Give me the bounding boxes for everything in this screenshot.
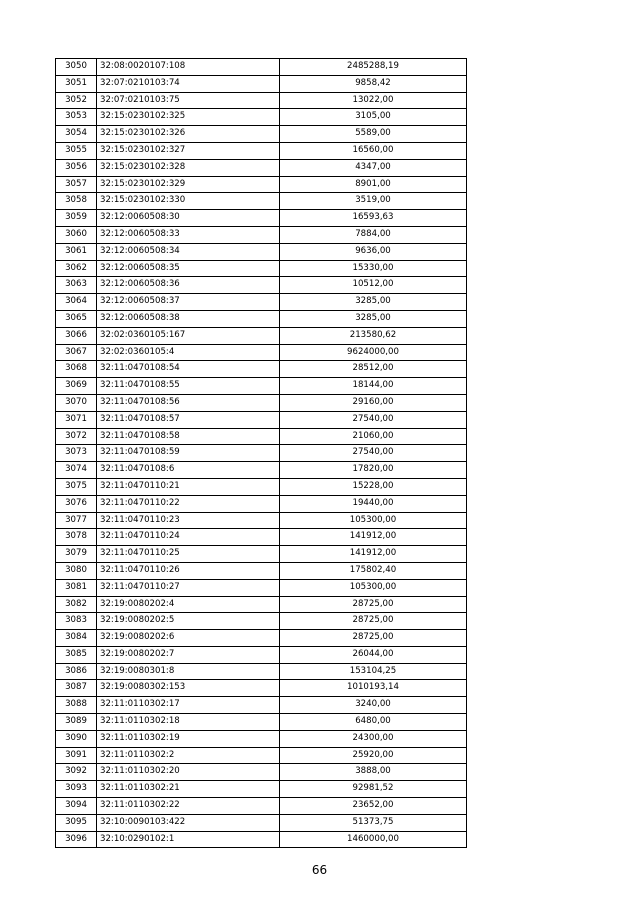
table-row (56, 478, 467, 495)
table-row (56, 630, 467, 647)
row-number-cell: 3057 (56, 176, 97, 193)
table-row (56, 176, 467, 193)
table-row (56, 529, 467, 546)
table-row (56, 109, 467, 126)
table-row (56, 747, 467, 764)
value-cell: 51373,75 (280, 814, 467, 831)
table-row (56, 613, 467, 630)
cadastral-number-cell: 32:15:0230102:325 (97, 109, 280, 126)
table-row (56, 781, 467, 798)
value-cell: 10512,00 (280, 277, 467, 294)
value-cell: 105300,00 (280, 579, 467, 596)
row-number-cell: 3096 (56, 831, 97, 848)
cadastral-number-cell: 32:11:0470108:58 (97, 428, 280, 445)
table-row (56, 697, 467, 714)
table-row (56, 92, 467, 109)
row-number-cell: 3082 (56, 596, 97, 613)
table-row (56, 344, 467, 361)
cadastral-number-cell: 32:07:0210103:75 (97, 92, 280, 109)
row-number-cell: 3068 (56, 361, 97, 378)
value-cell: 1460000,00 (280, 831, 467, 848)
cadastral-number-cell: 32:11:0470110:23 (97, 512, 280, 529)
table-row (56, 226, 467, 243)
table-row (56, 814, 467, 831)
cadastral-number-cell: 32:19:0080302:153 (97, 680, 280, 697)
cadastral-number-cell: 32:19:0080202:5 (97, 613, 280, 630)
cadastral-number-cell: 32:10:0290102:1 (97, 831, 280, 848)
cadastral-number-cell: 32:11:0470110:25 (97, 546, 280, 563)
value-cell: 16593,63 (280, 210, 467, 227)
row-number-cell: 3059 (56, 210, 97, 227)
table-row (56, 210, 467, 227)
value-cell: 3285,00 (280, 310, 467, 327)
cadastral-number-cell: 32:12:0060508:35 (97, 260, 280, 277)
row-number-cell: 3062 (56, 260, 97, 277)
cadastral-number-cell: 32:11:0470108:6 (97, 462, 280, 479)
table-row (56, 294, 467, 311)
table-row (56, 428, 467, 445)
row-number-cell: 3084 (56, 630, 97, 647)
value-cell: 3105,00 (280, 109, 467, 126)
cadastral-number-cell: 32:11:0110302:20 (97, 764, 280, 781)
row-number-cell: 3088 (56, 697, 97, 714)
value-cell: 3285,00 (280, 294, 467, 311)
table-row (56, 394, 467, 411)
value-cell: 3519,00 (280, 193, 467, 210)
row-number-cell: 3075 (56, 478, 97, 495)
value-cell: 19440,00 (280, 495, 467, 512)
row-number-cell: 3092 (56, 764, 97, 781)
cadastral-number-cell: 32:19:0080301:8 (97, 663, 280, 680)
row-number-cell: 3071 (56, 411, 97, 428)
row-number-cell: 3065 (56, 310, 97, 327)
cadastral-number-cell: 32:10:0090103:422 (97, 814, 280, 831)
row-number-cell: 3085 (56, 646, 97, 663)
row-number-cell: 3079 (56, 546, 97, 563)
table-row (56, 663, 467, 680)
cadastral-number-cell: 32:11:0110302:18 (97, 714, 280, 731)
value-cell: 92981,52 (280, 781, 467, 798)
row-number-cell: 3073 (56, 445, 97, 462)
cadastral-number-cell: 32:12:0060508:30 (97, 210, 280, 227)
cadastral-number-cell: 32:12:0060508:36 (97, 277, 280, 294)
cadastral-number-cell: 32:11:0470110:26 (97, 562, 280, 579)
row-number-cell: 3093 (56, 781, 97, 798)
row-number-cell: 3095 (56, 814, 97, 831)
cadastral-number-cell: 32:11:0110302:22 (97, 798, 280, 815)
table-row (56, 277, 467, 294)
table-row (56, 243, 467, 260)
row-number-cell: 3070 (56, 394, 97, 411)
cadastral-number-cell: 32:11:0470108:59 (97, 445, 280, 462)
cadastral-number-cell: 32:15:0230102:327 (97, 142, 280, 159)
value-cell: 141912,00 (280, 546, 467, 563)
table-row (56, 646, 467, 663)
cadastral-number-cell: 32:11:0110302:2 (97, 747, 280, 764)
cadastral-number-cell: 32:11:0110302:17 (97, 697, 280, 714)
table-row (56, 310, 467, 327)
row-number-cell: 3081 (56, 579, 97, 596)
row-number-cell: 3067 (56, 344, 97, 361)
row-number-cell: 3077 (56, 512, 97, 529)
value-cell: 141912,00 (280, 529, 467, 546)
value-cell: 9624000,00 (280, 344, 467, 361)
cadastral-number-cell: 32:12:0060508:33 (97, 226, 280, 243)
value-cell: 28725,00 (280, 613, 467, 630)
data-table (55, 58, 467, 848)
row-number-cell: 3060 (56, 226, 97, 243)
value-cell: 27540,00 (280, 411, 467, 428)
value-cell: 2485288,19 (280, 59, 467, 76)
value-cell: 1010193,14 (280, 680, 467, 697)
row-number-cell: 3055 (56, 142, 97, 159)
table-row (56, 764, 467, 781)
value-cell: 4347,00 (280, 159, 467, 176)
table-row (56, 327, 467, 344)
value-cell: 18144,00 (280, 378, 467, 395)
row-number-cell: 3089 (56, 714, 97, 731)
row-number-cell: 3061 (56, 243, 97, 260)
table-row (56, 562, 467, 579)
value-cell: 24300,00 (280, 730, 467, 747)
table-row (56, 512, 467, 529)
cadastral-number-cell: 32:02:0360105:4 (97, 344, 280, 361)
cadastral-number-cell: 32:11:0470108:57 (97, 411, 280, 428)
page-number: 66 (311, 863, 328, 877)
value-cell: 3240,00 (280, 697, 467, 714)
table-row (56, 730, 467, 747)
table-row (56, 445, 467, 462)
cadastral-number-cell: 32:15:0230102:328 (97, 159, 280, 176)
value-cell: 15228,00 (280, 478, 467, 495)
row-number-cell: 3094 (56, 798, 97, 815)
row-number-cell: 3054 (56, 126, 97, 143)
cadastral-number-cell: 32:11:0470108:55 (97, 378, 280, 395)
value-cell: 213580,62 (280, 327, 467, 344)
table-row (56, 142, 467, 159)
row-number-cell: 3091 (56, 747, 97, 764)
table-row (56, 193, 467, 210)
row-number-cell: 3051 (56, 75, 97, 92)
table-row (56, 546, 467, 563)
cadastral-number-cell: 32:19:0080202:4 (97, 596, 280, 613)
cadastral-number-cell: 32:15:0230102:329 (97, 176, 280, 193)
cadastral-number-cell: 32:11:0470110:21 (97, 478, 280, 495)
table-body (56, 59, 467, 848)
value-cell: 26044,00 (280, 646, 467, 663)
value-cell: 8901,00 (280, 176, 467, 193)
cadastral-number-cell: 32:08:0020107:108 (97, 59, 280, 76)
value-cell: 28725,00 (280, 630, 467, 647)
value-cell: 175802,40 (280, 562, 467, 579)
row-number-cell: 3078 (56, 529, 97, 546)
row-number-cell: 3086 (56, 663, 97, 680)
cadastral-number-cell: 32:12:0060508:37 (97, 294, 280, 311)
table-row (56, 714, 467, 731)
table-row (56, 579, 467, 596)
value-cell: 6480,00 (280, 714, 467, 731)
table-row (56, 831, 467, 848)
value-cell: 15330,00 (280, 260, 467, 277)
row-number-cell: 3080 (56, 562, 97, 579)
value-cell: 21060,00 (280, 428, 467, 445)
table-row (56, 159, 467, 176)
value-cell: 27540,00 (280, 445, 467, 462)
table-row (56, 59, 467, 76)
cadastral-number-cell: 32:19:0080202:6 (97, 630, 280, 647)
value-cell: 153104,25 (280, 663, 467, 680)
cadastral-number-cell: 32:11:0470110:27 (97, 579, 280, 596)
cadastral-number-cell: 32:11:0110302:21 (97, 781, 280, 798)
table-row (56, 798, 467, 815)
row-number-cell: 3063 (56, 277, 97, 294)
table-row (56, 680, 467, 697)
value-cell: 9636,00 (280, 243, 467, 260)
row-number-cell: 3083 (56, 613, 97, 630)
row-number-cell: 3052 (56, 92, 97, 109)
value-cell: 28512,00 (280, 361, 467, 378)
row-number-cell: 3053 (56, 109, 97, 126)
value-cell: 5589,00 (280, 126, 467, 143)
row-number-cell: 3072 (56, 428, 97, 445)
table-row (56, 126, 467, 143)
row-number-cell: 3064 (56, 294, 97, 311)
cadastral-number-cell: 32:15:0230102:330 (97, 193, 280, 210)
table-row (56, 378, 467, 395)
row-number-cell: 3058 (56, 193, 97, 210)
table-row (56, 411, 467, 428)
table-row (56, 75, 467, 92)
table-row (56, 260, 467, 277)
cadastral-number-cell: 32:11:0470108:54 (97, 361, 280, 378)
value-cell: 3888,00 (280, 764, 467, 781)
value-cell: 9858,42 (280, 75, 467, 92)
cadastral-number-cell: 32:11:0110302:19 (97, 730, 280, 747)
row-number-cell: 3050 (56, 59, 97, 76)
cadastral-number-cell: 32:12:0060508:38 (97, 310, 280, 327)
cadastral-number-cell: 32:11:0470108:56 (97, 394, 280, 411)
value-cell: 29160,00 (280, 394, 467, 411)
cadastral-number-cell: 32:12:0060508:34 (97, 243, 280, 260)
value-cell: 16560,00 (280, 142, 467, 159)
cadastral-number-cell: 32:11:0470110:22 (97, 495, 280, 512)
value-cell: 105300,00 (280, 512, 467, 529)
table-row (56, 596, 467, 613)
value-cell: 23652,00 (280, 798, 467, 815)
table-row (56, 361, 467, 378)
value-cell: 7884,00 (280, 226, 467, 243)
value-cell: 28725,00 (280, 596, 467, 613)
table-row (56, 495, 467, 512)
cadastral-number-cell: 32:19:0080202:7 (97, 646, 280, 663)
row-number-cell: 3087 (56, 680, 97, 697)
row-number-cell: 3074 (56, 462, 97, 479)
value-cell: 17820,00 (280, 462, 467, 479)
table-row (56, 462, 467, 479)
row-number-cell: 3090 (56, 730, 97, 747)
row-number-cell: 3056 (56, 159, 97, 176)
row-number-cell: 3066 (56, 327, 97, 344)
row-number-cell: 3069 (56, 378, 97, 395)
cadastral-number-cell: 32:07:0210103:74 (97, 75, 280, 92)
value-cell: 13022,00 (280, 92, 467, 109)
row-number-cell: 3076 (56, 495, 97, 512)
value-cell: 25920,00 (280, 747, 467, 764)
cadastral-number-cell: 32:02:0360105:167 (97, 327, 280, 344)
cadastral-number-cell: 32:15:0230102:326 (97, 126, 280, 143)
cadastral-number-cell: 32:11:0470110:24 (97, 529, 280, 546)
